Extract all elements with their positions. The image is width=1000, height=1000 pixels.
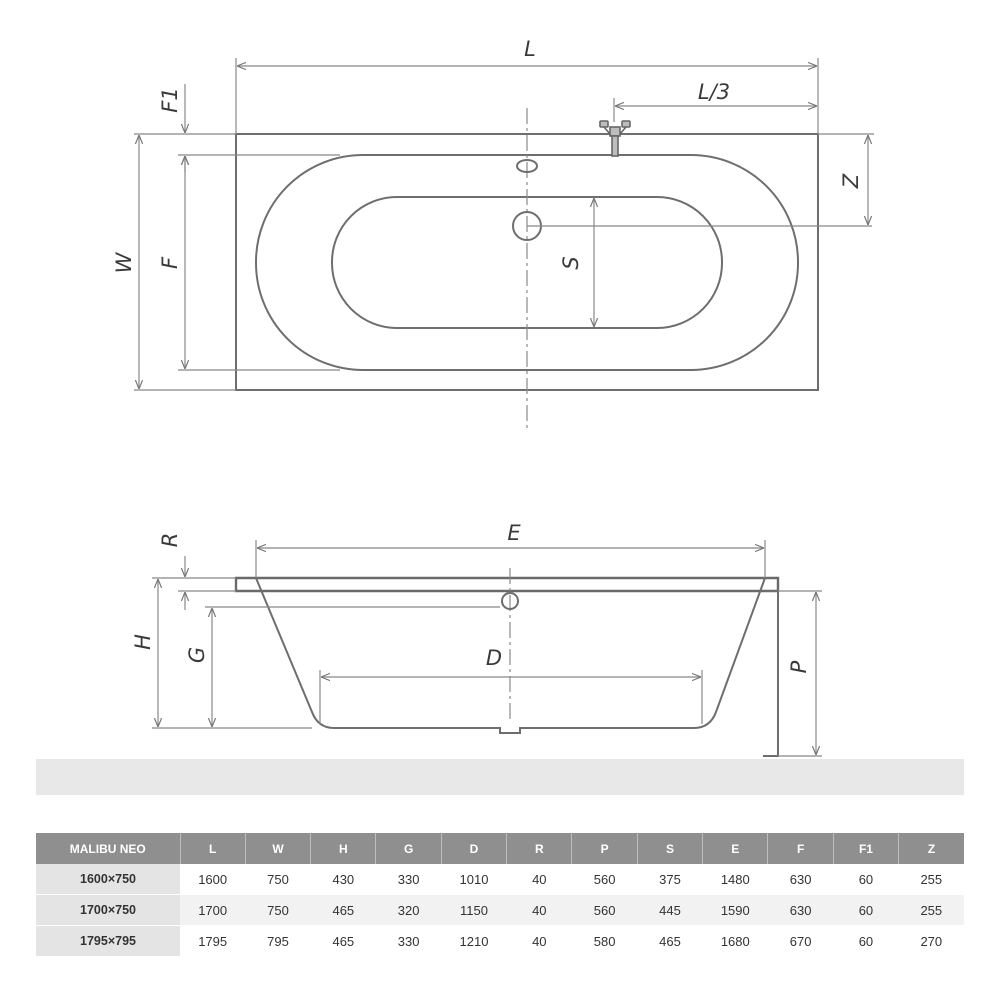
table-cell: 630 <box>768 864 833 895</box>
faucet-icon <box>600 121 630 156</box>
table-cell-model: 1795×795 <box>36 926 180 957</box>
table-cell: 1680 <box>703 926 768 957</box>
table-cell: 1795 <box>180 926 245 957</box>
dim-label-g: G <box>185 646 209 664</box>
table-row <box>36 926 964 957</box>
dim-label-w: W <box>112 252 136 274</box>
table-cell: 40 <box>507 895 572 926</box>
dim-label-l-third: L/3 <box>697 80 731 104</box>
table-cell: 1210 <box>441 926 506 957</box>
table-cell: 60 <box>833 895 898 926</box>
table-cell: 1480 <box>703 864 768 895</box>
table-cell: 465 <box>311 895 376 926</box>
table-cell: 1590 <box>703 895 768 926</box>
table-cell: 465 <box>311 926 376 957</box>
table-cell: 375 <box>637 864 702 895</box>
table-cell: 630 <box>768 895 833 926</box>
table-cell: 750 <box>245 864 310 895</box>
table-header-cell: P <box>572 833 637 864</box>
dim-label-z: Z <box>839 173 863 189</box>
dim-label-d: D <box>485 646 503 670</box>
table-cell: 1700 <box>180 895 245 926</box>
table-cell-model: 1700×750 <box>36 895 180 926</box>
table-cell: 1600 <box>180 864 245 895</box>
table-cell: 1010 <box>441 864 506 895</box>
table-cell: 255 <box>899 864 964 895</box>
table-cell: 670 <box>768 926 833 957</box>
table-cell: 560 <box>572 895 637 926</box>
table-header-cell: L <box>180 833 245 864</box>
table-cell: 255 <box>899 895 964 926</box>
table-header-cell: MALIBU NEO <box>36 833 180 864</box>
table-header-cell: H <box>311 833 376 864</box>
table-header-cell: E <box>703 833 768 864</box>
table-cell: 270 <box>899 926 964 957</box>
dim-label-h: H <box>131 634 155 650</box>
table-header-cell: F1 <box>833 833 898 864</box>
dim-label-f: F <box>158 256 182 270</box>
dim-label-r: R <box>158 532 182 548</box>
table-cell: 1150 <box>441 895 506 926</box>
table-cell: 445 <box>637 895 702 926</box>
dim-label-p: P <box>787 660 811 674</box>
table-cell: 750 <box>245 895 310 926</box>
table-row <box>36 864 964 895</box>
table-cell: 465 <box>637 926 702 957</box>
dim-label-l: L <box>524 37 536 61</box>
side-view <box>131 521 822 756</box>
table-cell: 40 <box>507 864 572 895</box>
table-header-cell: R <box>507 833 572 864</box>
dim-label-s: S <box>559 256 583 270</box>
table-header-cell: Z <box>899 833 964 864</box>
dim-label-e: E <box>507 521 521 545</box>
table-cell: 560 <box>572 864 637 895</box>
table-cell: 330 <box>376 864 441 895</box>
table-row <box>36 895 964 926</box>
dim-label-f1: F1 <box>158 87 182 113</box>
table-cell: 795 <box>245 926 310 957</box>
table-header-cell: S <box>637 833 702 864</box>
table-header-cell: W <box>245 833 310 864</box>
table-header-cell: G <box>376 833 441 864</box>
top-view <box>112 37 874 432</box>
tub-rim-section <box>236 578 778 591</box>
table-cell: 320 <box>376 895 441 926</box>
table-header-row <box>36 833 964 864</box>
table-cell: 60 <box>833 864 898 895</box>
table-header-cell: F <box>768 833 833 864</box>
table-header-cell: D <box>441 833 506 864</box>
table-cell: 60 <box>833 926 898 957</box>
table-cell: 430 <box>311 864 376 895</box>
table-cell: 330 <box>376 926 441 957</box>
table-cell: 40 <box>507 926 572 957</box>
floor-band <box>36 759 964 795</box>
table-cell: 580 <box>572 926 637 957</box>
dimensions-table <box>36 833 964 957</box>
table-cell-model: 1600×750 <box>36 864 180 895</box>
